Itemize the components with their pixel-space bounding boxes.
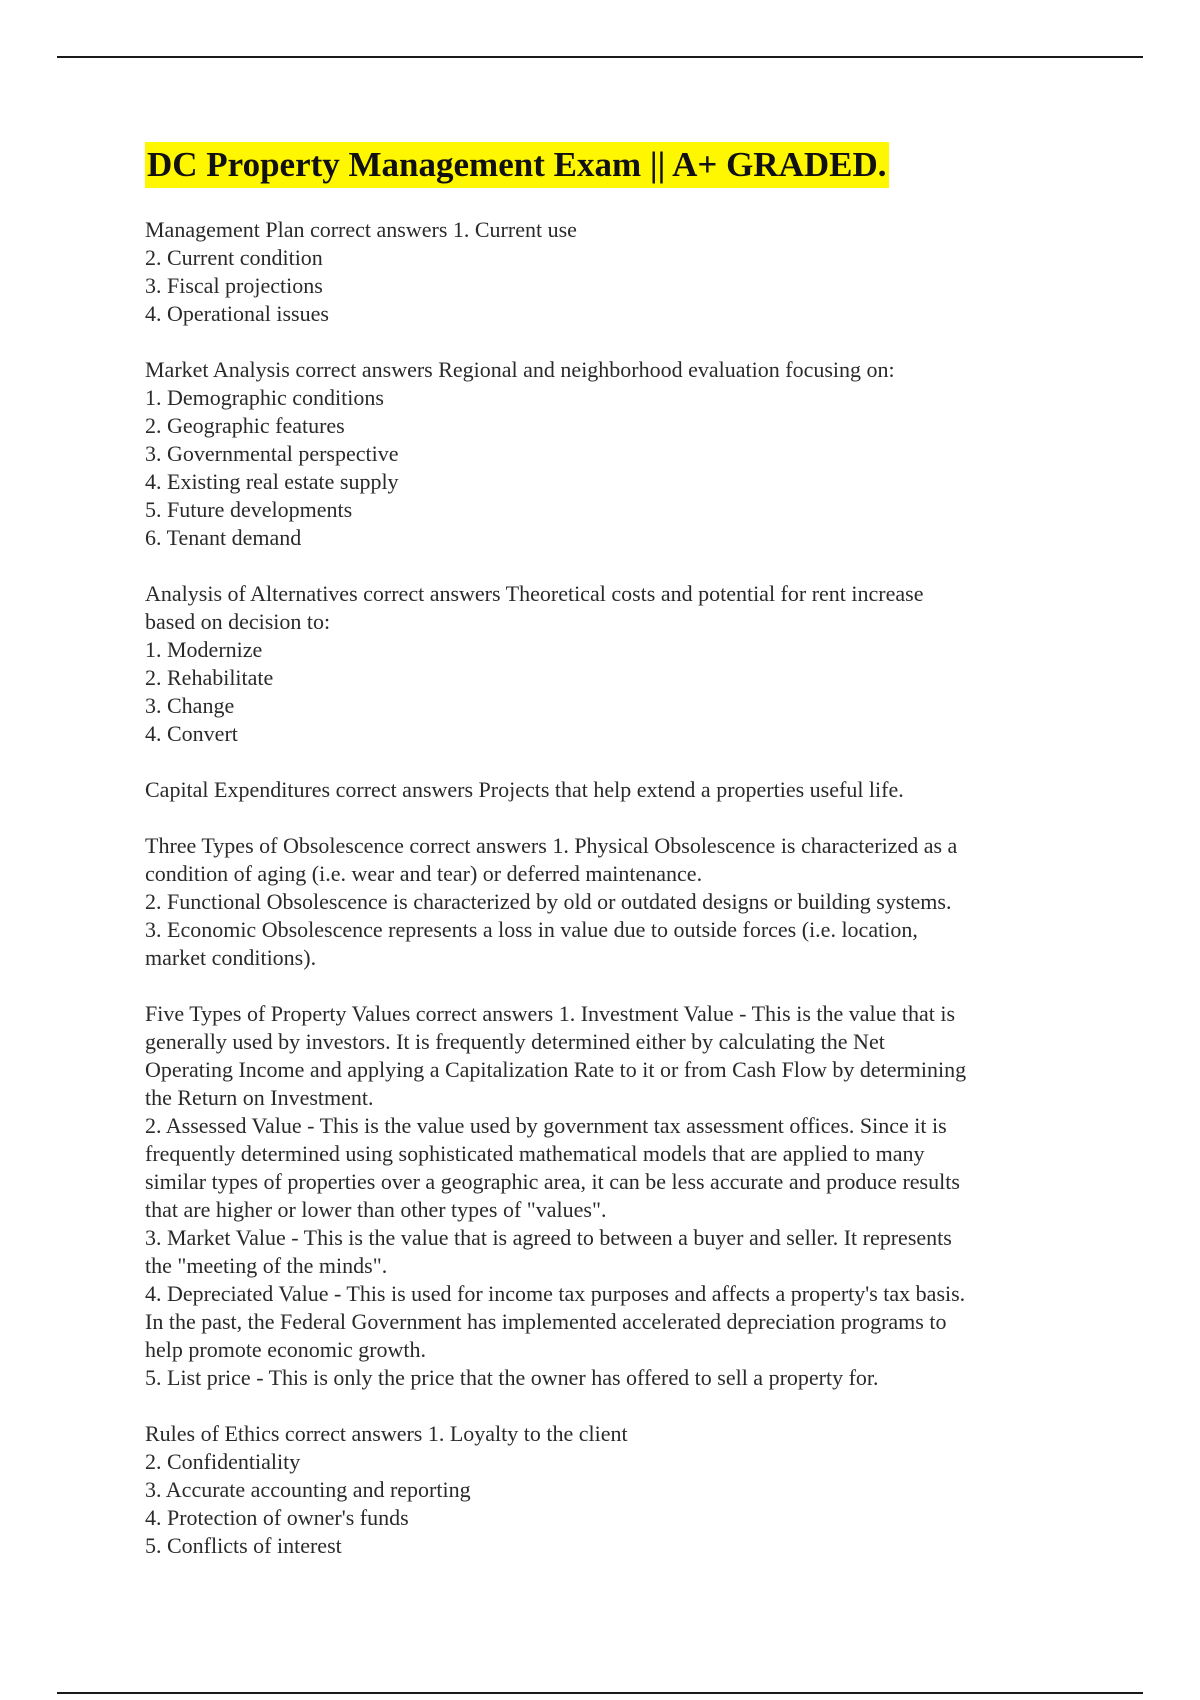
entry-line: 3. Economic Obsolescence represents a loss in value due to outside forces (i.e. location, <box>145 917 918 942</box>
entry-line: 3. Governmental perspective <box>145 441 399 466</box>
entry-management-plan <box>145 216 1075 328</box>
entry-line: 5. Conflicts of interest <box>145 1533 342 1558</box>
header-rule <box>57 56 1143 58</box>
footer-rule <box>57 1692 1143 1694</box>
entry-line: 2. Assessed Value - This is the value used by government tax assessment offices. Since it is <box>145 1113 947 1138</box>
entry-line: 5. Future developments <box>145 497 353 522</box>
entry-line: 3. Change <box>145 693 235 718</box>
entry-line: 3. Market Value - This is the value that is agreed to between a buyer and seller. It represents <box>145 1225 952 1250</box>
entry-line: market conditions). <box>145 945 317 970</box>
entry-line: Three Types of Obsolescence correct answers 1. Physical Obsolescence is characterized as a <box>145 833 958 858</box>
entry-line: 4. Depreciated Value - This is used for income tax purposes and affects a property's tax basis. <box>145 1281 966 1306</box>
entry-line: generally used by investors. It is frequently determined either by calculating the Net <box>145 1029 885 1054</box>
entry-line: 2. Current condition <box>145 245 323 270</box>
entry-line: 1. Modernize <box>145 637 263 662</box>
entry-line: that are higher or lower than other types of "values". <box>145 1197 607 1222</box>
entry-three-types-obsolescence <box>145 832 1075 972</box>
entry-line: 2. Confidentiality <box>145 1449 301 1474</box>
entry-line: Rules of Ethics correct answers 1. Loyalty to the client <box>145 1421 628 1446</box>
entry-line: Market Analysis correct answers Regional and neighborhood evaluation focusing on: <box>145 357 895 382</box>
entry-line: 4. Convert <box>145 721 238 746</box>
entry-line: Management Plan correct answers 1. Current use <box>145 217 577 242</box>
entry-line: 3. Fiscal projections <box>145 273 323 298</box>
entry-five-types-property-values <box>145 1000 1075 1392</box>
entry-line: similar types of properties over a geographic area, it can be less accurate and produce results <box>145 1169 960 1194</box>
entry-line: In the past, the Federal Government has implemented accelerated depreciation programs to <box>145 1309 947 1334</box>
entry-line: 2. Functional Obsolescence is characterized by old or outdated designs or building systems. <box>145 889 952 914</box>
entry-rules-of-ethics <box>145 1420 1075 1560</box>
entry-line: condition of aging (i.e. wear and tear) or deferred maintenance. <box>145 861 703 886</box>
entry-line: 2. Rehabilitate <box>145 665 274 690</box>
document-body <box>145 142 1075 1588</box>
entry-line: Operating Income and applying a Capitalization Rate to it or from Cash Flow by determining <box>145 1057 967 1082</box>
entry-line: 5. List price - This is only the price that the owner has offered to sell a property for. <box>145 1365 879 1390</box>
entry-line: based on decision to: <box>145 609 331 634</box>
entry-line: Five Types of Property Values correct answers 1. Investment Value - This is the value that is <box>145 1001 956 1026</box>
entry-line: Capital Expenditures correct answers Projects that help extend a properties useful life. <box>145 777 904 802</box>
entry-line: the "meeting of the minds". <box>145 1253 388 1278</box>
entry-line: 4. Protection of owner's funds <box>145 1505 409 1530</box>
entry-capital-expenditures <box>145 776 1075 804</box>
document-title: DC Property Management Exam || A+ GRADED. <box>145 142 889 188</box>
entry-market-analysis <box>145 356 1075 552</box>
entry-line: 3. Accurate accounting and reporting <box>145 1477 471 1502</box>
entry-line: 4. Operational issues <box>145 301 329 326</box>
entry-analysis-of-alternatives <box>145 580 1075 748</box>
entry-line: 1. Demographic conditions <box>145 385 384 410</box>
entry-line: the Return on Investment. <box>145 1085 374 1110</box>
entry-line: frequently determined using sophisticated mathematical models that are applied to many <box>145 1141 925 1166</box>
entry-line: help promote economic growth. <box>145 1337 427 1362</box>
entry-line: 6. Tenant demand <box>145 525 302 550</box>
entry-line: 4. Existing real estate supply <box>145 469 399 494</box>
entry-line: Analysis of Alternatives correct answers Theoretical costs and potential for rent increase <box>145 581 924 606</box>
entry-line: 2. Geographic features <box>145 413 345 438</box>
